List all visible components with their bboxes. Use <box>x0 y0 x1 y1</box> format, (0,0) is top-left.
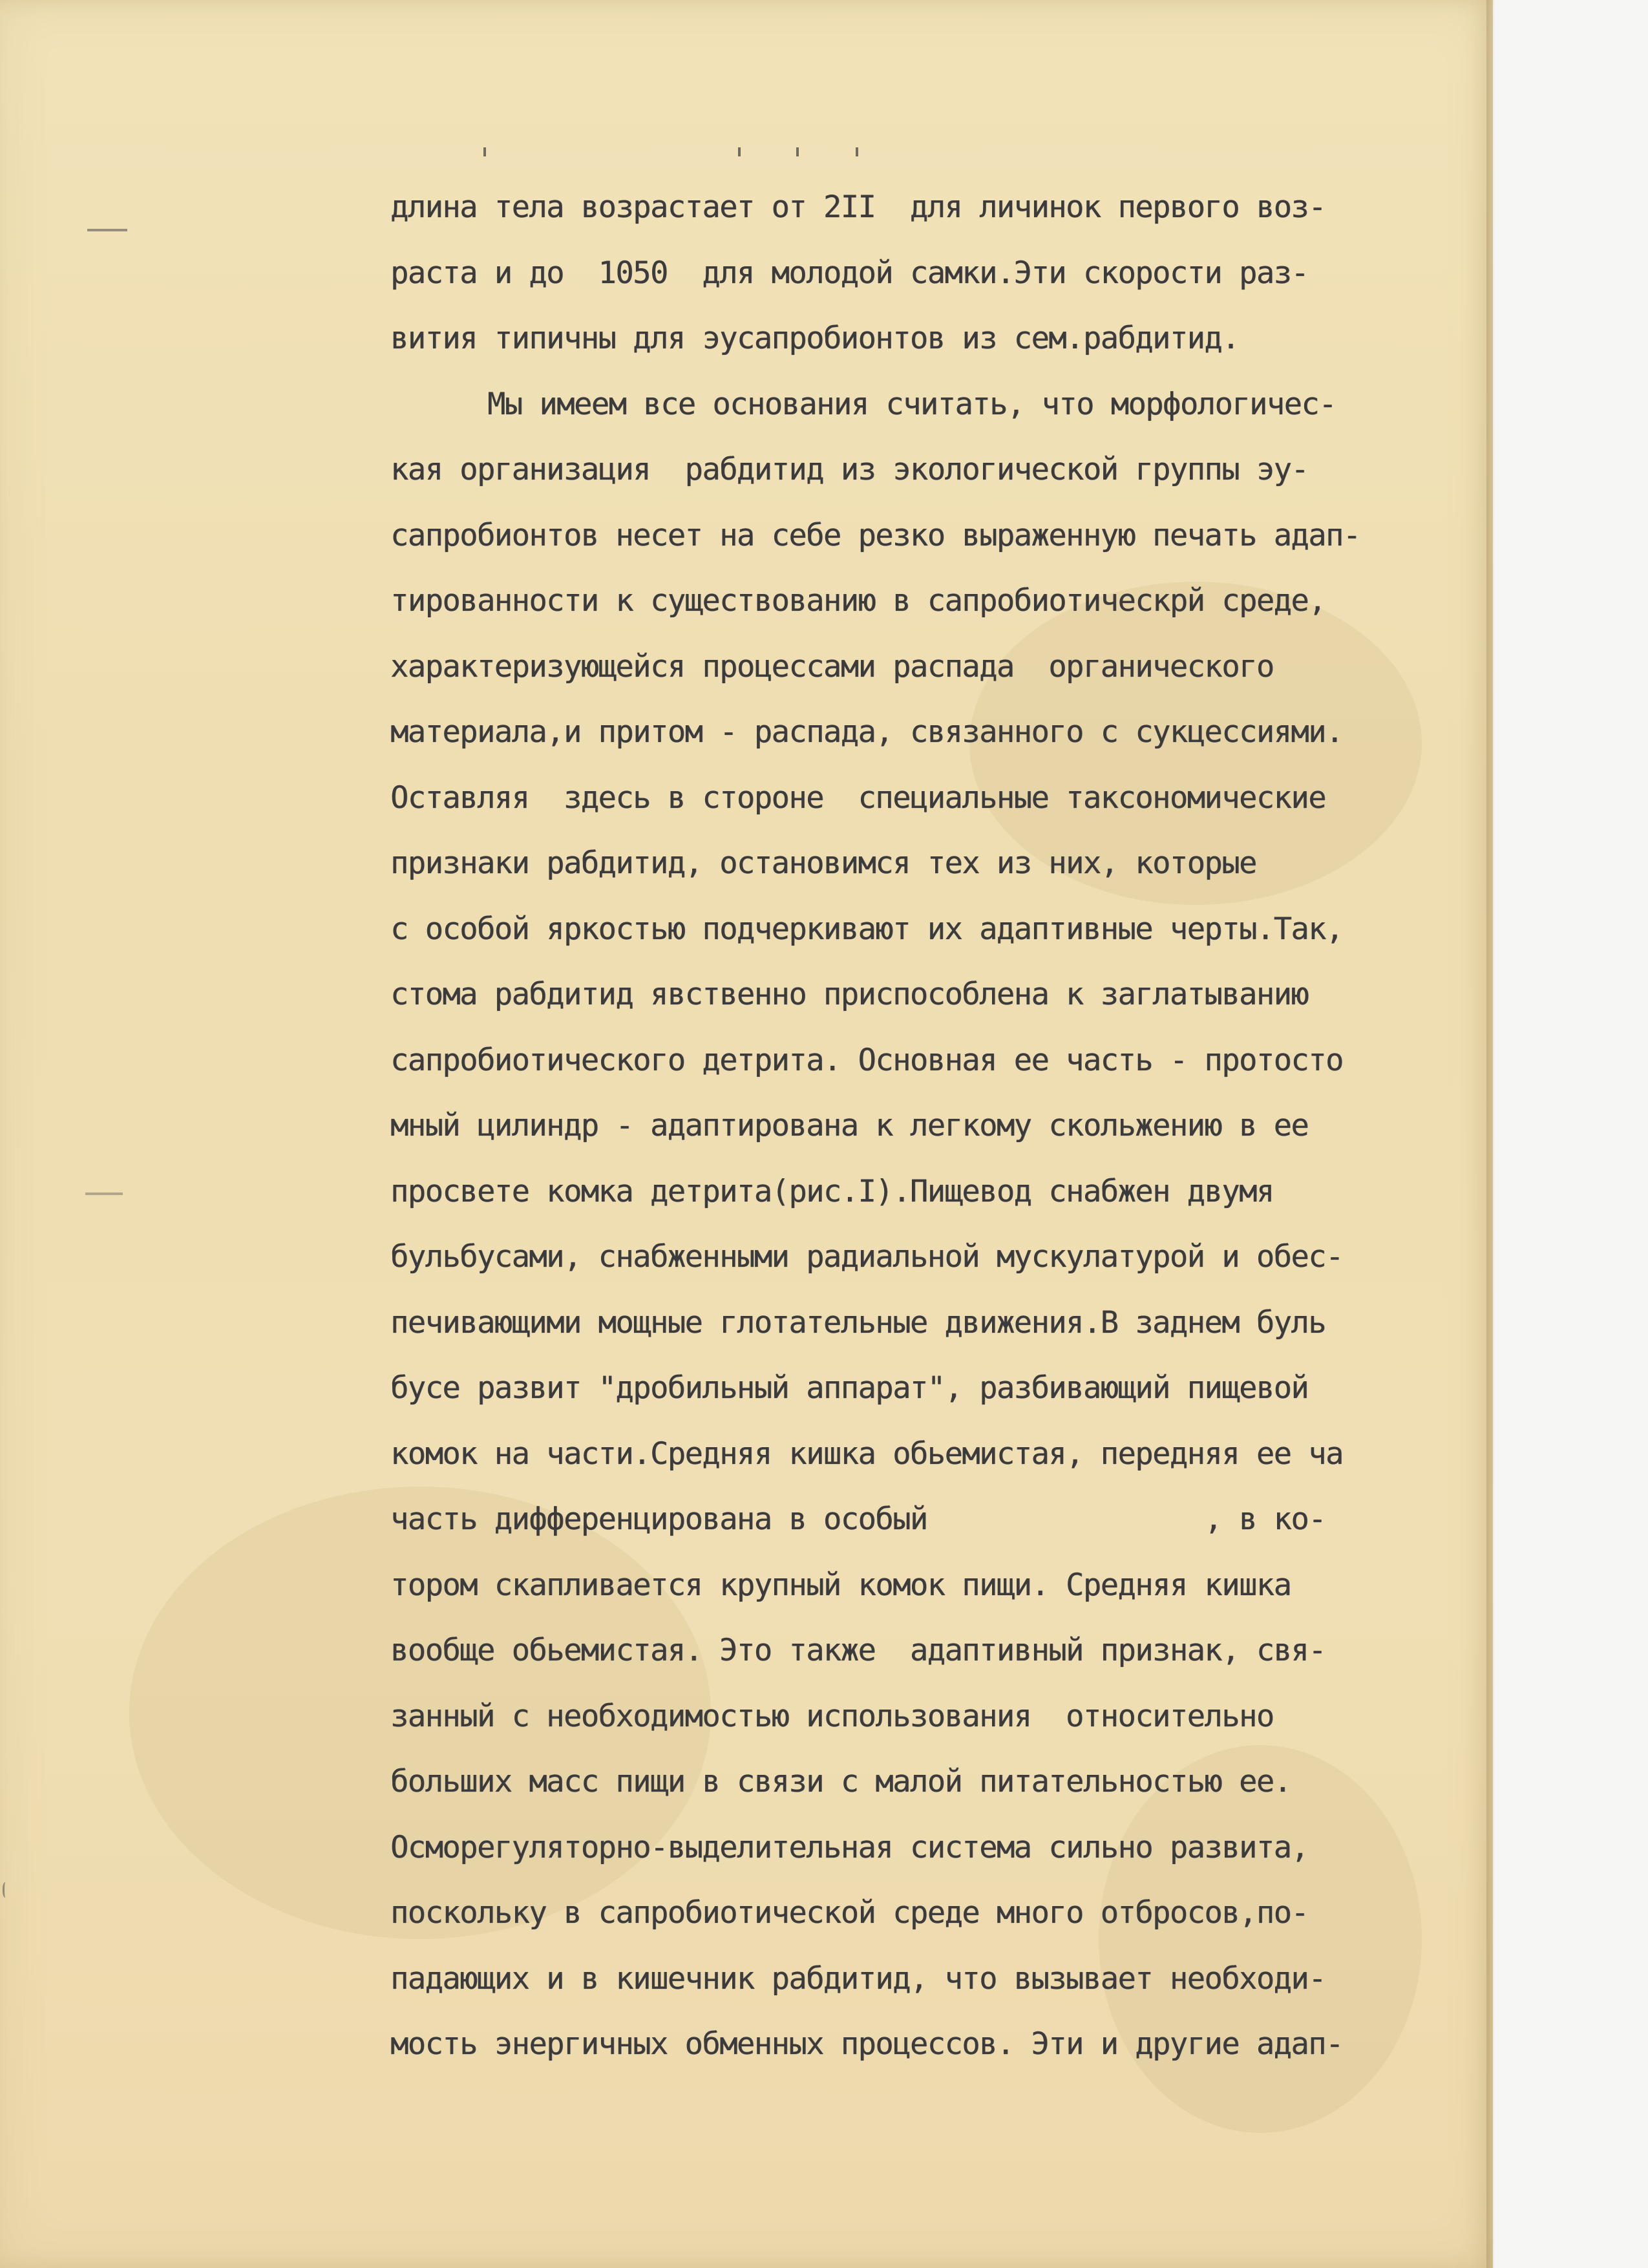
text-line: Оставляя здесь в стороне специальные таксономические <box>390 779 1326 816</box>
text-line: тированности к существованию в сапробиотическрй среде, <box>390 583 1326 619</box>
text-line: больших масс пищи в связи с малой питательностью ее. <box>390 1764 1291 1799</box>
text-line: признаки рабдитид, остановимся тех из них, которые <box>390 845 1256 881</box>
text-line: падающих и в кишечник рабдитид, что вызывает необходи- <box>390 1960 1326 1997</box>
text-line: тором скапливается крупный комок пищи. Средняя кишка <box>390 1567 1291 1603</box>
text-line: вообще обьемистая. Это также адаптивный признак, свя- <box>390 1633 1326 1668</box>
text-line: бульбусами, снабженными радиальной мускулатурой и обес- <box>390 1239 1343 1275</box>
margin-pencil-mark <box>87 229 127 231</box>
text-line: Осморегуляторно-выделительная система сильно развита, <box>390 1829 1309 1865</box>
accent-tick <box>856 147 858 156</box>
text-line: часть дифференцирована в особый , в ко- <box>390 1501 1326 1537</box>
accent-tick <box>483 147 486 156</box>
text-line: материала,и притом - распада, связанного с сукцессиями. <box>390 714 1343 750</box>
margin-pen-mark <box>3 1882 10 1898</box>
text-line: печивающими мощные глотательные движения.В заднем буль <box>390 1304 1326 1341</box>
text-line: мость энергичных обменных процессов. Эти и другие адап- <box>390 2026 1343 2062</box>
text-line: Мы имеем все основания считать, что морфологичес- <box>487 386 1336 422</box>
text-line: бусе развит "дробильный аппарат", разбивающий пищевой <box>390 1370 1309 1406</box>
text-line: просвете комка детрита(рис.I).Пищевод снабжен двумя <box>390 1173 1274 1209</box>
text-line: сапробионтов несет на себе резко выраженную печать адап- <box>390 517 1360 553</box>
accent-tick <box>738 147 741 156</box>
text-line: вития типичны для эусапробионтов из сем.рабдитид. <box>390 321 1240 356</box>
accent-tick-row <box>390 147 1502 167</box>
text-line: длина тела возрастает от 2II для личинок первого воз- <box>390 189 1326 225</box>
text-line: характеризующейся процессами распада органического <box>390 648 1274 684</box>
text-line: поскольку в сапробиотической среде много отбросов,по- <box>390 1895 1309 1931</box>
text-line: стома рабдитид явственно приспособлена к заглатыванию <box>390 977 1309 1012</box>
text-line: мный цилиндр - адаптирована к легкому скольжению в ее <box>390 1108 1309 1143</box>
typewritten-text <box>390 175 1502 2077</box>
text-line: раста и до 1050 для молодой самки.Эти скорости раз- <box>390 255 1309 291</box>
margin-pencil-mark <box>85 1192 123 1195</box>
text-line: занный с необходимостью использования относительно <box>390 1698 1274 1734</box>
text-line: с особой яркостью подчеркивают их адаптивные черты.Так, <box>390 911 1343 947</box>
text-line: комок на части.Средняя кишка обьемистая, передняя ее ча <box>390 1436 1343 1472</box>
accent-tick <box>796 147 799 156</box>
text-line: кая организация рабдитид из экологической группы эу- <box>390 452 1309 487</box>
text-line: сапробиотического детрита. Основная ее часть - протосто <box>390 1042 1343 1078</box>
